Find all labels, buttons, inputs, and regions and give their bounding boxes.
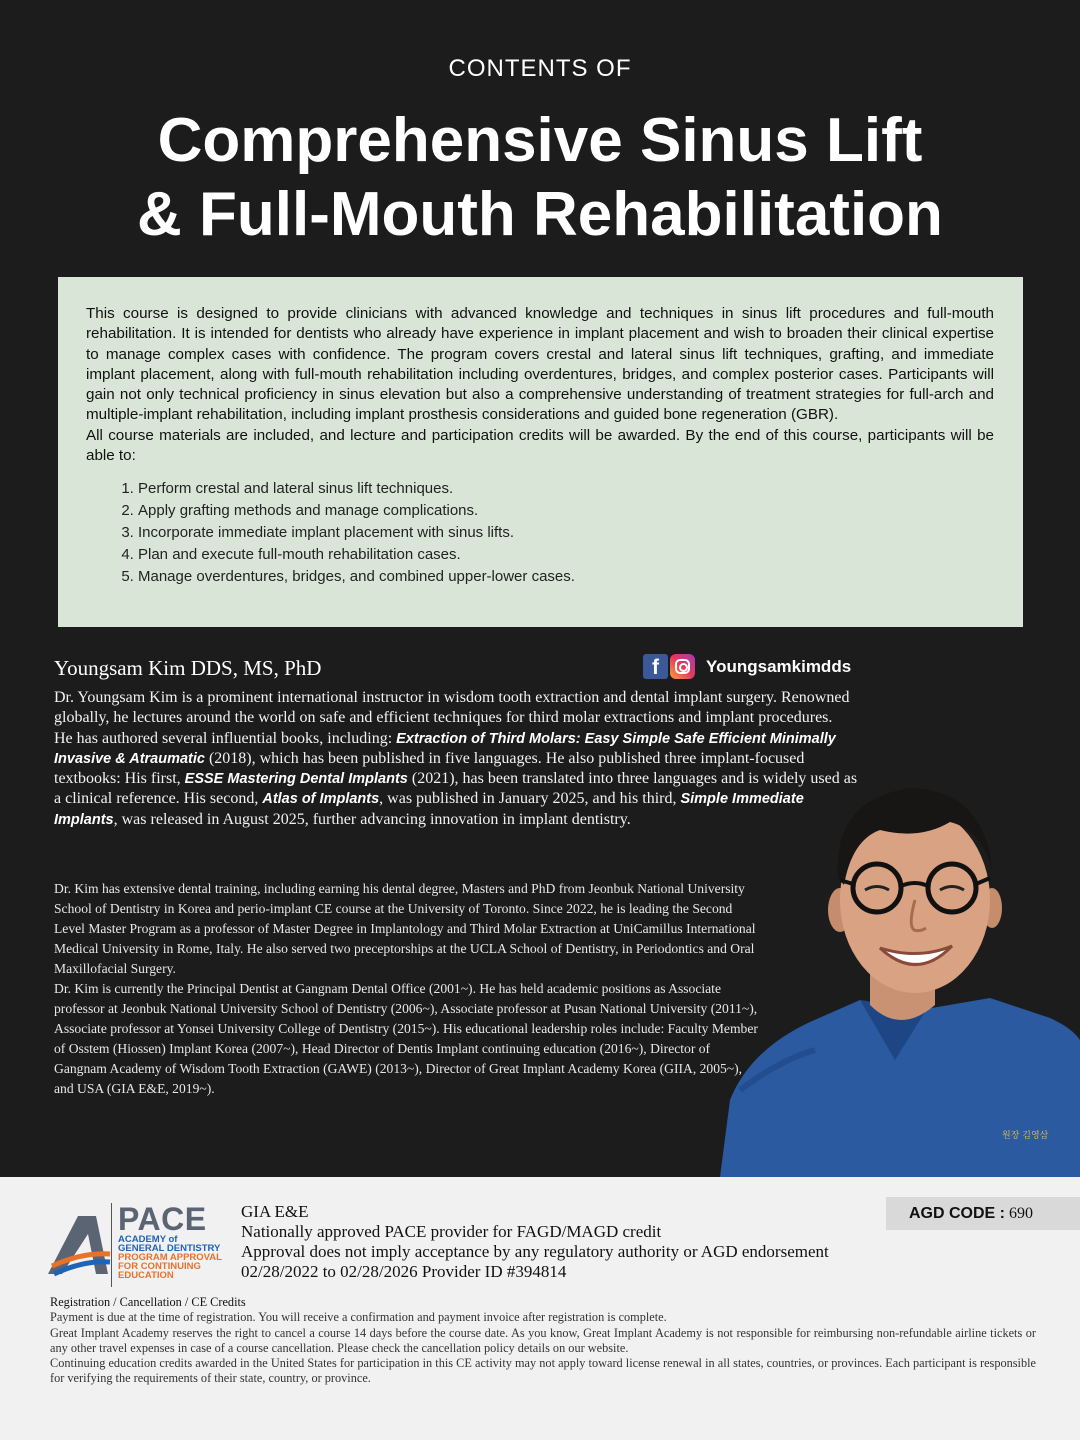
- pace-line: FOR CONTINUING: [118, 1261, 201, 1272]
- bio-text: He has authored several influential books, including:: [54, 729, 397, 747]
- book-title: Simple Immediate Implants: [54, 791, 804, 828]
- pace-divider: [111, 1203, 112, 1287]
- provider-line: Approval does not imply acceptance by any regulatory authority or AGD endorsement: [241, 1242, 829, 1261]
- bio-text: , was published in January 2025, and his third,: [379, 790, 681, 808]
- pace-wordmark: PACE: [118, 1201, 207, 1237]
- objective-item: 4. Plan and execute full-mouth rehabilitation cases.: [138, 544, 994, 566]
- objective-item: 3. Incorporate immediate implant placement with sinus lifts.: [138, 522, 994, 544]
- registration-title: Registration / Cancellation / CE Credits: [50, 1295, 246, 1309]
- facebook-icon[interactable]: f: [643, 654, 668, 679]
- registration-paragraph: Great Implant Academy reserves the right to cancel a course 14 days before the course date. As you know, Great Implant Academy is not responsible for reimbursing non-refundable airline tickets or any other travel expenses in case of a course cancellation. Please check the cancellation policy details on our website.: [50, 1325, 1036, 1355]
- provider-name: GIA E&E: [241, 1202, 309, 1221]
- pace-line: EDUCATION: [118, 1270, 174, 1281]
- author-portrait: [720, 760, 1080, 1177]
- pace-logo-text: [118, 1203, 222, 1280]
- embroidery-text: 원장 김영삼: [1002, 1131, 1049, 1141]
- book-title: Atlas of Implants: [262, 791, 380, 808]
- pace-line: ACADEMY of: [118, 1234, 178, 1245]
- registration-paragraph: Continuing education credits awarded in the United States for participation in this CE activity may not apply toward license renewal in all states, countries, or provinces. Each participant is responsible for verifying the requirements of their state, country, or province.: [50, 1356, 1036, 1386]
- agd-code-badge: [886, 1197, 1080, 1230]
- bio-paragraph-4: Dr. Kim is currently the Principal Dentist at Gangnam Dental Office (2001~). He has held academic positions as Associate professor at Jeonbuk National University School of Dentistry (2006~), Associate professor at Pusan National University (2011~), Associate professor at Yonsei University College of Dentistry (2015~). His educational leadership roles include: Faculty Member of Osstem (Hiossen) Implant Korea (2007~), Head Director of Dentis Implant continuing education (2016~), Director of Gangnam Academy of Wisdom Tooth Extraction (GAWE) (2013~), Director of Great Implant Academy Korea (GIIA, 2005~), and USA (GIA E&E, 2019~).: [54, 981, 758, 1096]
- instagram-icon[interactable]: [670, 654, 695, 679]
- bio-text: , was released in August 2025, further advancing innovation in implant dentistry.: [113, 810, 631, 828]
- agd-code-value: 690: [1009, 1205, 1033, 1222]
- provider-line: Nationally approved PACE provider for FAGD/MAGD credit: [241, 1222, 662, 1241]
- provider-info: [241, 1202, 829, 1282]
- pre-title: CONTENTS OF: [448, 55, 632, 82]
- course-intro-box: [58, 277, 1023, 627]
- author-credentials: [54, 879, 760, 1099]
- pace-line: PROGRAM APPROVAL: [118, 1252, 222, 1263]
- book-title: Extraction of Third Molars: Easy Simple Safe Efficient Minimally Invasive & Atraumatic: [54, 730, 836, 767]
- provider-line: 02/28/2022 to 02/28/2026 Provider ID #394814: [241, 1262, 567, 1281]
- bio-paragraph-3: Dr. Kim has extensive dental training, including earning his dental degree, Masters and PhD from Jeonbuk National University School of Dentistry in Korea and perio-implant CE course at the University of Toronto. Since 2022, he is leading the Second Level Master Program as a professor of Master Degree in Implantology and Third Molar Extraction at UniCamillus International Medical University in Rome, Italy. He also served two preceptorships at the UCLA School of Dentistry, in Periodontics and Oral Maxillofacial Surgery.: [54, 881, 756, 976]
- title-line-1: Comprehensive Sinus Lift: [157, 106, 923, 175]
- bio-paragraph-1: Dr. Youngsam Kim is a prominent international instructor in wisdom tooth extraction and dental implant surgery. Renowned globally, he lectures around the world on safe and efficient techniques for third molar extractions and implant procedures.: [54, 689, 850, 727]
- agd-code-label: AGD CODE :: [909, 1205, 1005, 1222]
- registration-paragraph: Payment is due at the time of registration. You will receive a confirmation and payment invoice after registration is complete.: [50, 1310, 667, 1325]
- objective-item: 5. Manage overdentures, bridges, and combined upper-lower cases.: [138, 566, 994, 588]
- pace-line: GENERAL DENTISTRY: [118, 1243, 221, 1254]
- objective-item: 1. Perform crestal and lateral sinus lift techniques.: [138, 478, 994, 500]
- bio-text: (2021), has been translated into three languages and is widely used as a clinical reference. His second,: [54, 770, 858, 808]
- social-handle[interactable]: Youngsamkimdds: [706, 656, 852, 676]
- objective-item: 2. Apply grafting methods and manage complications.: [138, 500, 994, 522]
- registration-section: [50, 1295, 1036, 1387]
- book-title: ESSE Mastering Dental Implants: [184, 771, 408, 788]
- author-name: Youngsam Kim DDS, MS, PhD: [54, 656, 322, 680]
- intro-paragraph-2: All course materials are included, and lecture and participation credits will be awarded. By the end of this course, participants will be able to:: [86, 426, 994, 465]
- objectives-list: [86, 478, 994, 588]
- footer-section: [0, 1177, 1080, 1440]
- page-title: [0, 104, 1080, 252]
- intro-paragraph-1: This course is designed to provide clinicians with advanced knowledge and techniques in sinus lift procedures and full-mouth rehabilitation. It is intended for dentists who already have experience in implant placement and wish to broaden their clinical expertise to manage complex cases with confidence. The program covers crestal and lateral sinus lift techniques, grafting, and immediate implant placement, along with full-mouth rehabilitation including overdentures, bridges, and complex posterior cases. Participants will gain not only technical proficiency in sinus elevation but also a comprehensive understanding of treatment strategies for full-arch and multiple-implant rehabilitation, including implant prosthesis considerations and guided bone regeneration (GBR).: [86, 305, 994, 424]
- social-links: [643, 654, 851, 679]
- bio-text: (2018), which has been published in five languages. He also published three implant-focused textbooks: His first,: [54, 749, 805, 788]
- title-line-2: & Full-Mouth Rehabilitation: [137, 180, 943, 249]
